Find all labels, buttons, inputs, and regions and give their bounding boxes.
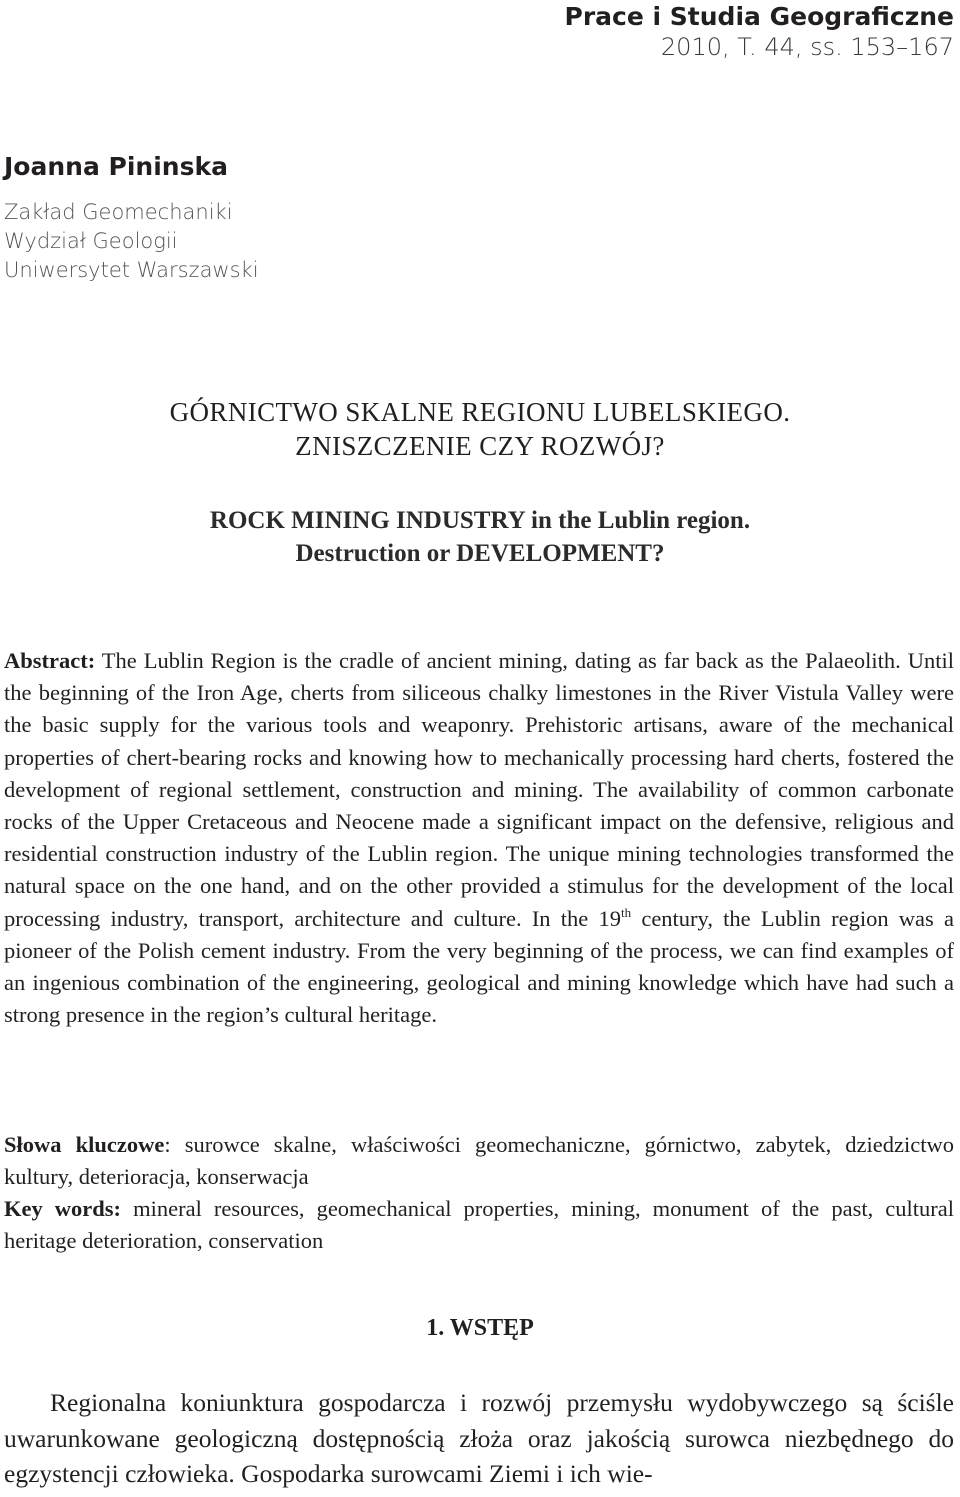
- section-body-text: Regionalna koniunktura gospodarcza i rozwój przemysłu wydobywczego są ściśle uwarunkowane geologiczną dostępnością złoża oraz jakością surowca niezbędnego do egzystencji człowieka. Gospodarka surowcami Ziemi i ich wie-: [4, 1388, 954, 1488]
- keywords-english-label: Key words:: [4, 1196, 122, 1221]
- keywords-english: [4, 1193, 954, 1257]
- affiliation-line: Wydział Geologii: [4, 229, 178, 253]
- abstract-text: The Lublin Region is the cradle of ancient mining, dating as far back as the Palaeolith. Until the beginning of the Iron Age, cherts from siliceous chalky limestones in the River Vistula Valley were the basic supply for the various tools and weaponry. Prehistoric artisans, aware of the mechanical properties of chert-bearing rocks and knowing how to mechanically processing hard cherts, fostered the development of regional settlement, construction and mining. The availability of common carbonate rocks of the Upper Cretaceous and Neocene made a significant impact on the defensive, religious and residential construction industry of the Lublin region. The unique mining technologies transformed the natural space on the one hand, and on the other provided a stimulus for the development of the local processing industry, transport, architecture and culture. In the 19: [4, 648, 954, 931]
- section-heading: 1. WSTĘP: [426, 1315, 534, 1341]
- title-polish-line: ZNISZCZENIE CZY ROZWÓJ?: [295, 431, 665, 461]
- keywords-polish-label: Słowa kluczowe: [4, 1132, 165, 1157]
- author-name: Joanna Pininska: [4, 152, 228, 181]
- section-body: [4, 1385, 954, 1492]
- keywords-polish-text: : surowce skalne, właściwości geomechaniczne, górnictwo, zabytek, dziedzictwo kultury, deterioracja, konserwacja: [4, 1132, 955, 1190]
- abstract-text-continued: century, the Lublin region was a pioneer of the Polish cement industry. From the very beginning of the process, we can find examples of an ingenious combination of the engineering, geological and mining knowledge which have had such a strong presence in the region’s cultural heritage.: [4, 905, 954, 1028]
- journal-name: Prace i Studia Geograficzne: [564, 2, 954, 31]
- superscript: th: [620, 904, 632, 920]
- journal-reference: 2010, T. 44, ss. 153–167: [660, 33, 954, 61]
- abstract-label: Abstract:: [4, 648, 96, 673]
- affiliation-line: Zakład Geomechaniki: [4, 200, 233, 224]
- abstract: [4, 645, 954, 1031]
- keywords-english-text: mineral resources, geomechanical properties, mining, monument of the past, cultural heritage deterioration, conservation: [4, 1196, 954, 1254]
- affiliation-line: Uniwersytet Warszawski: [4, 258, 259, 282]
- title-english-line: Destruction or DEVELOPMENT?: [295, 540, 665, 567]
- title-english-line: ROCK MINING INDUSTRY in the Lublin region.: [209, 507, 751, 534]
- title-polish-line: GÓRNICTWO SKALNE REGIONU LUBELSKIEGO.: [169, 397, 791, 427]
- keywords-polish: [4, 1129, 954, 1193]
